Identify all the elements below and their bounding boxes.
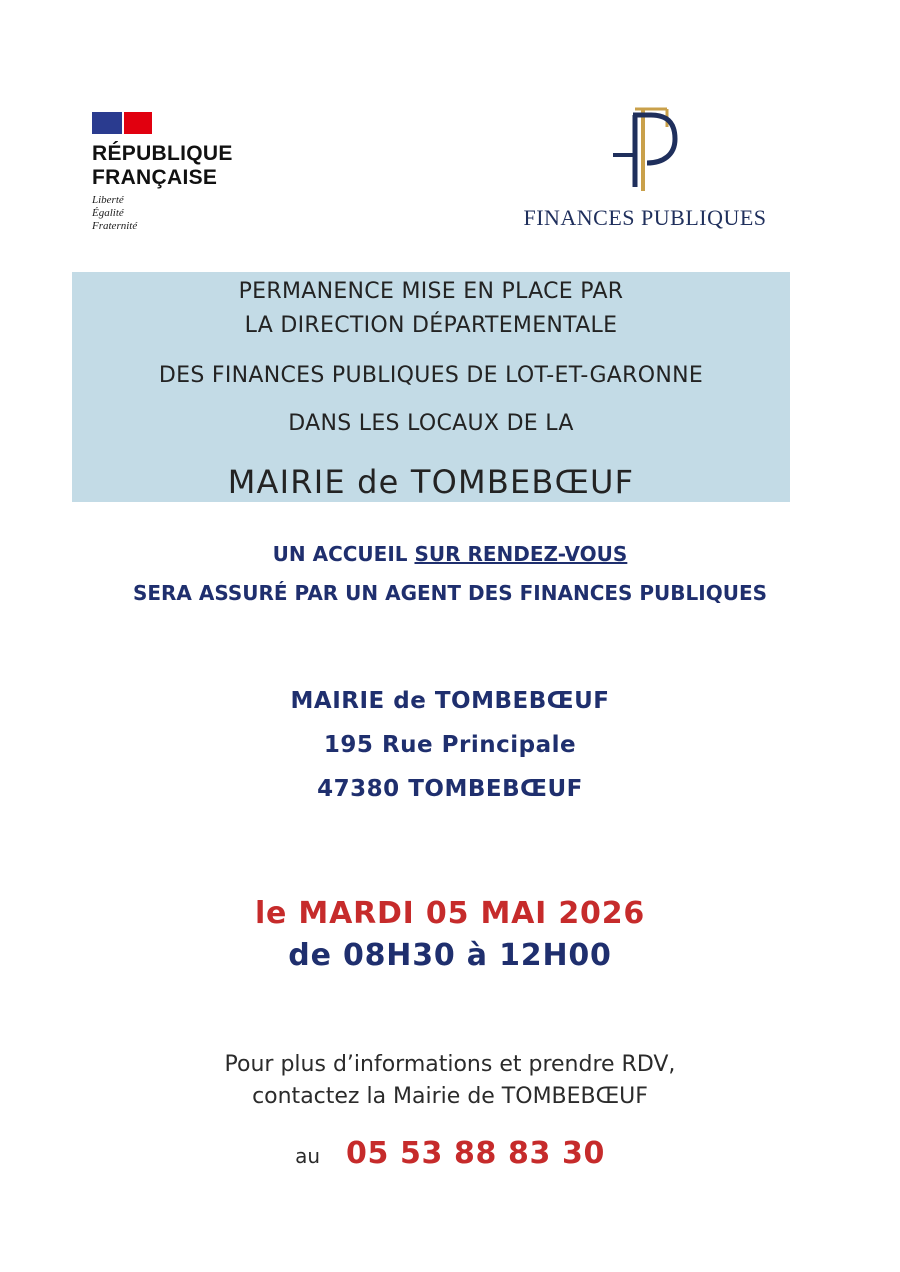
phone-au: au — [295, 1144, 320, 1168]
permanence-banner — [72, 272, 790, 502]
address-city: 47380 TOMBEBŒUF — [317, 776, 583, 802]
finances-publiques-logo — [505, 105, 785, 231]
banner-line-2: LA DIRECTION DÉPARTEMENTALE — [244, 313, 618, 338]
marianne-flag-icon — [92, 112, 152, 134]
accueil-rendez-vous: SUR RENDEZ-VOUS — [414, 542, 628, 566]
accueil-line-1 — [0, 542, 900, 566]
accueil-prefix: UN ACCUEIL — [272, 542, 415, 566]
contact-line-1: Pour plus d’informations et prendre RDV, — [224, 1052, 676, 1077]
republique-line1: RÉPUBLIQUE — [92, 142, 233, 165]
finances-publiques-name: FINANCES PUBLIQUES — [523, 205, 767, 230]
banner-line-1: PERMANENCE MISE EN PLACE PAR — [238, 279, 624, 304]
address-street: 195 Rue Principale — [323, 732, 577, 758]
banner-line-3: DES FINANCES PUBLIQUES DE LOT-ET-GARONNE — [158, 363, 704, 388]
republique-line2: FRANÇAISE — [92, 166, 218, 189]
schedule-hours: de 08H30 à 12H00 — [288, 938, 612, 973]
motto-fraternite: Fraternité — [92, 220, 138, 232]
phone-number: 05 53 88 83 30 — [346, 1136, 605, 1171]
contact-line-2: contactez la Mairie de TOMBEBŒUF — [252, 1084, 648, 1109]
motto-egalite: Égalité — [92, 207, 124, 219]
motto-liberte: Liberté — [92, 194, 124, 206]
finances-publiques-monogram-icon — [605, 105, 685, 195]
banner-title: MAIRIE de TOMBEBŒUF — [227, 463, 635, 501]
schedule-date: le MARDI 05 MAI 2026 — [254, 896, 646, 931]
republique-francaise-logo — [92, 112, 262, 233]
address-name: MAIRIE de TOMBEBŒUF — [290, 688, 610, 714]
banner-line-4: DANS LES LOCAUX DE LA — [288, 411, 574, 436]
republique-motto — [92, 194, 262, 233]
phone-row — [0, 1136, 900, 1171]
accueil-line-2: SERA ASSURÉ PAR UN AGENT DES FINANCES PUBLIQUES — [132, 581, 768, 605]
